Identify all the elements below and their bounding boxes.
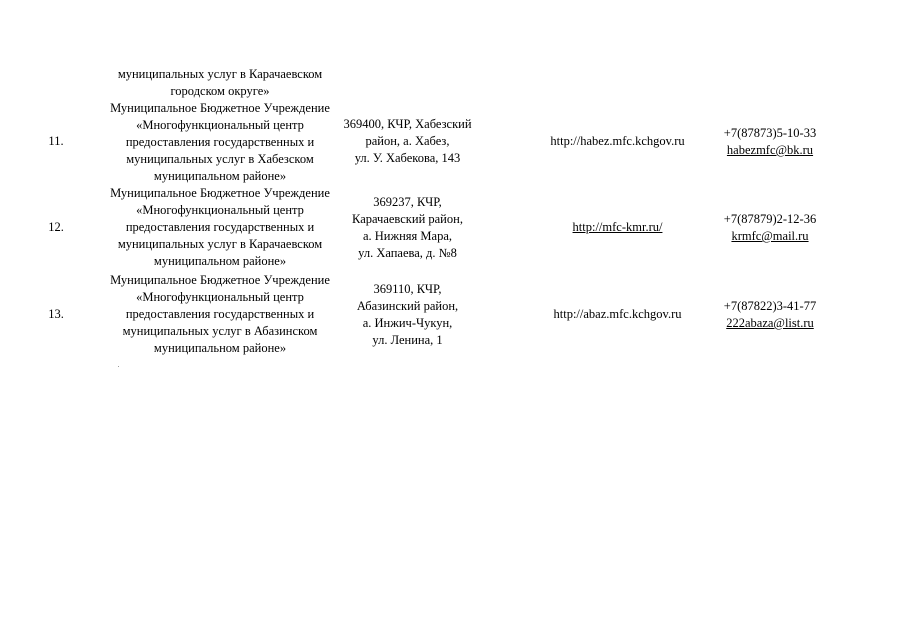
institution-name [70, 272, 370, 357]
website-link[interactable]: http://habez.mfc.kchgov.ru [550, 134, 685, 148]
email-link[interactable]: habezmfc@bk.ru [726, 143, 814, 157]
address-line: ул. Хапаева, д. №8 [358, 246, 457, 260]
address-line: район, а. Хабез, [365, 134, 450, 148]
name-line: предоставления государственных и [125, 220, 315, 234]
institution-name [70, 185, 370, 270]
address-line: 369237, КЧР, [373, 195, 442, 209]
address [330, 281, 485, 349]
contacts [700, 298, 840, 332]
name-line: муниципальном районе» [153, 341, 287, 355]
name-line: муниципальном районе» [153, 169, 287, 183]
address [330, 116, 485, 167]
name-line: предоставления государственных и [125, 307, 315, 321]
scan-speck [118, 366, 119, 367]
continuation-line: муниципальных услуг в Карачаевском [117, 67, 323, 81]
address-line: Карачаевский район, [352, 212, 463, 226]
name-line: Муниципальное Бюджетное Учреждение [110, 101, 330, 115]
address-line: ул. Ленина, 1 [372, 333, 443, 347]
address-line: а. Нижняя Мара, [362, 229, 453, 243]
name-line: предоставления государственных и [125, 135, 315, 149]
website-link[interactable]: http://mfc-kmr.ru/ [572, 220, 663, 234]
row-number: 12. [48, 220, 64, 234]
name-line: муниципальных услуг в Карачаевском [117, 237, 323, 251]
name-line: муниципальном районе» [153, 254, 287, 268]
contacts [700, 125, 840, 159]
name-line: муниципальных услуг в Хабезском [126, 152, 314, 166]
name-line: «Многофункциональный центр [136, 118, 304, 132]
phone-number: +7(87822)3-41-77 [723, 299, 817, 313]
row-number: 13. [48, 307, 64, 321]
address-line: а. Инжич-Чукун, [362, 316, 453, 330]
name-line: «Многофункциональный центр [136, 290, 304, 304]
name-line: муниципальных услуг в Абазинском [122, 324, 318, 338]
continuation-line: городском округе» [170, 84, 270, 98]
address-line: ул. У. Хабекова, 143 [354, 151, 461, 165]
address-line: 369110, КЧР, [373, 282, 442, 296]
address-line: Абазинский район, [356, 299, 459, 313]
institution-name [70, 100, 370, 185]
email-link[interactable]: krmfc@mail.ru [731, 229, 809, 243]
phone-number: +7(87873)5-10-33 [723, 126, 817, 140]
name-line: Муниципальное Бюджетное Учреждение [110, 273, 330, 287]
continuation-text [70, 66, 370, 100]
row-number: 11. [48, 134, 64, 148]
phone-number: +7(87879)2-12-36 [723, 212, 817, 226]
contacts [700, 211, 840, 245]
address [330, 194, 485, 262]
email-link[interactable]: 222abaza@list.ru [726, 316, 814, 330]
website-link[interactable]: http://abaz.mfc.kchgov.ru [553, 307, 682, 321]
name-line: «Многофункциональный центр [136, 203, 304, 217]
name-line: Муниципальное Бюджетное Учреждение [110, 186, 330, 200]
address-line: 369400, КЧР, Хабезский [343, 117, 472, 131]
